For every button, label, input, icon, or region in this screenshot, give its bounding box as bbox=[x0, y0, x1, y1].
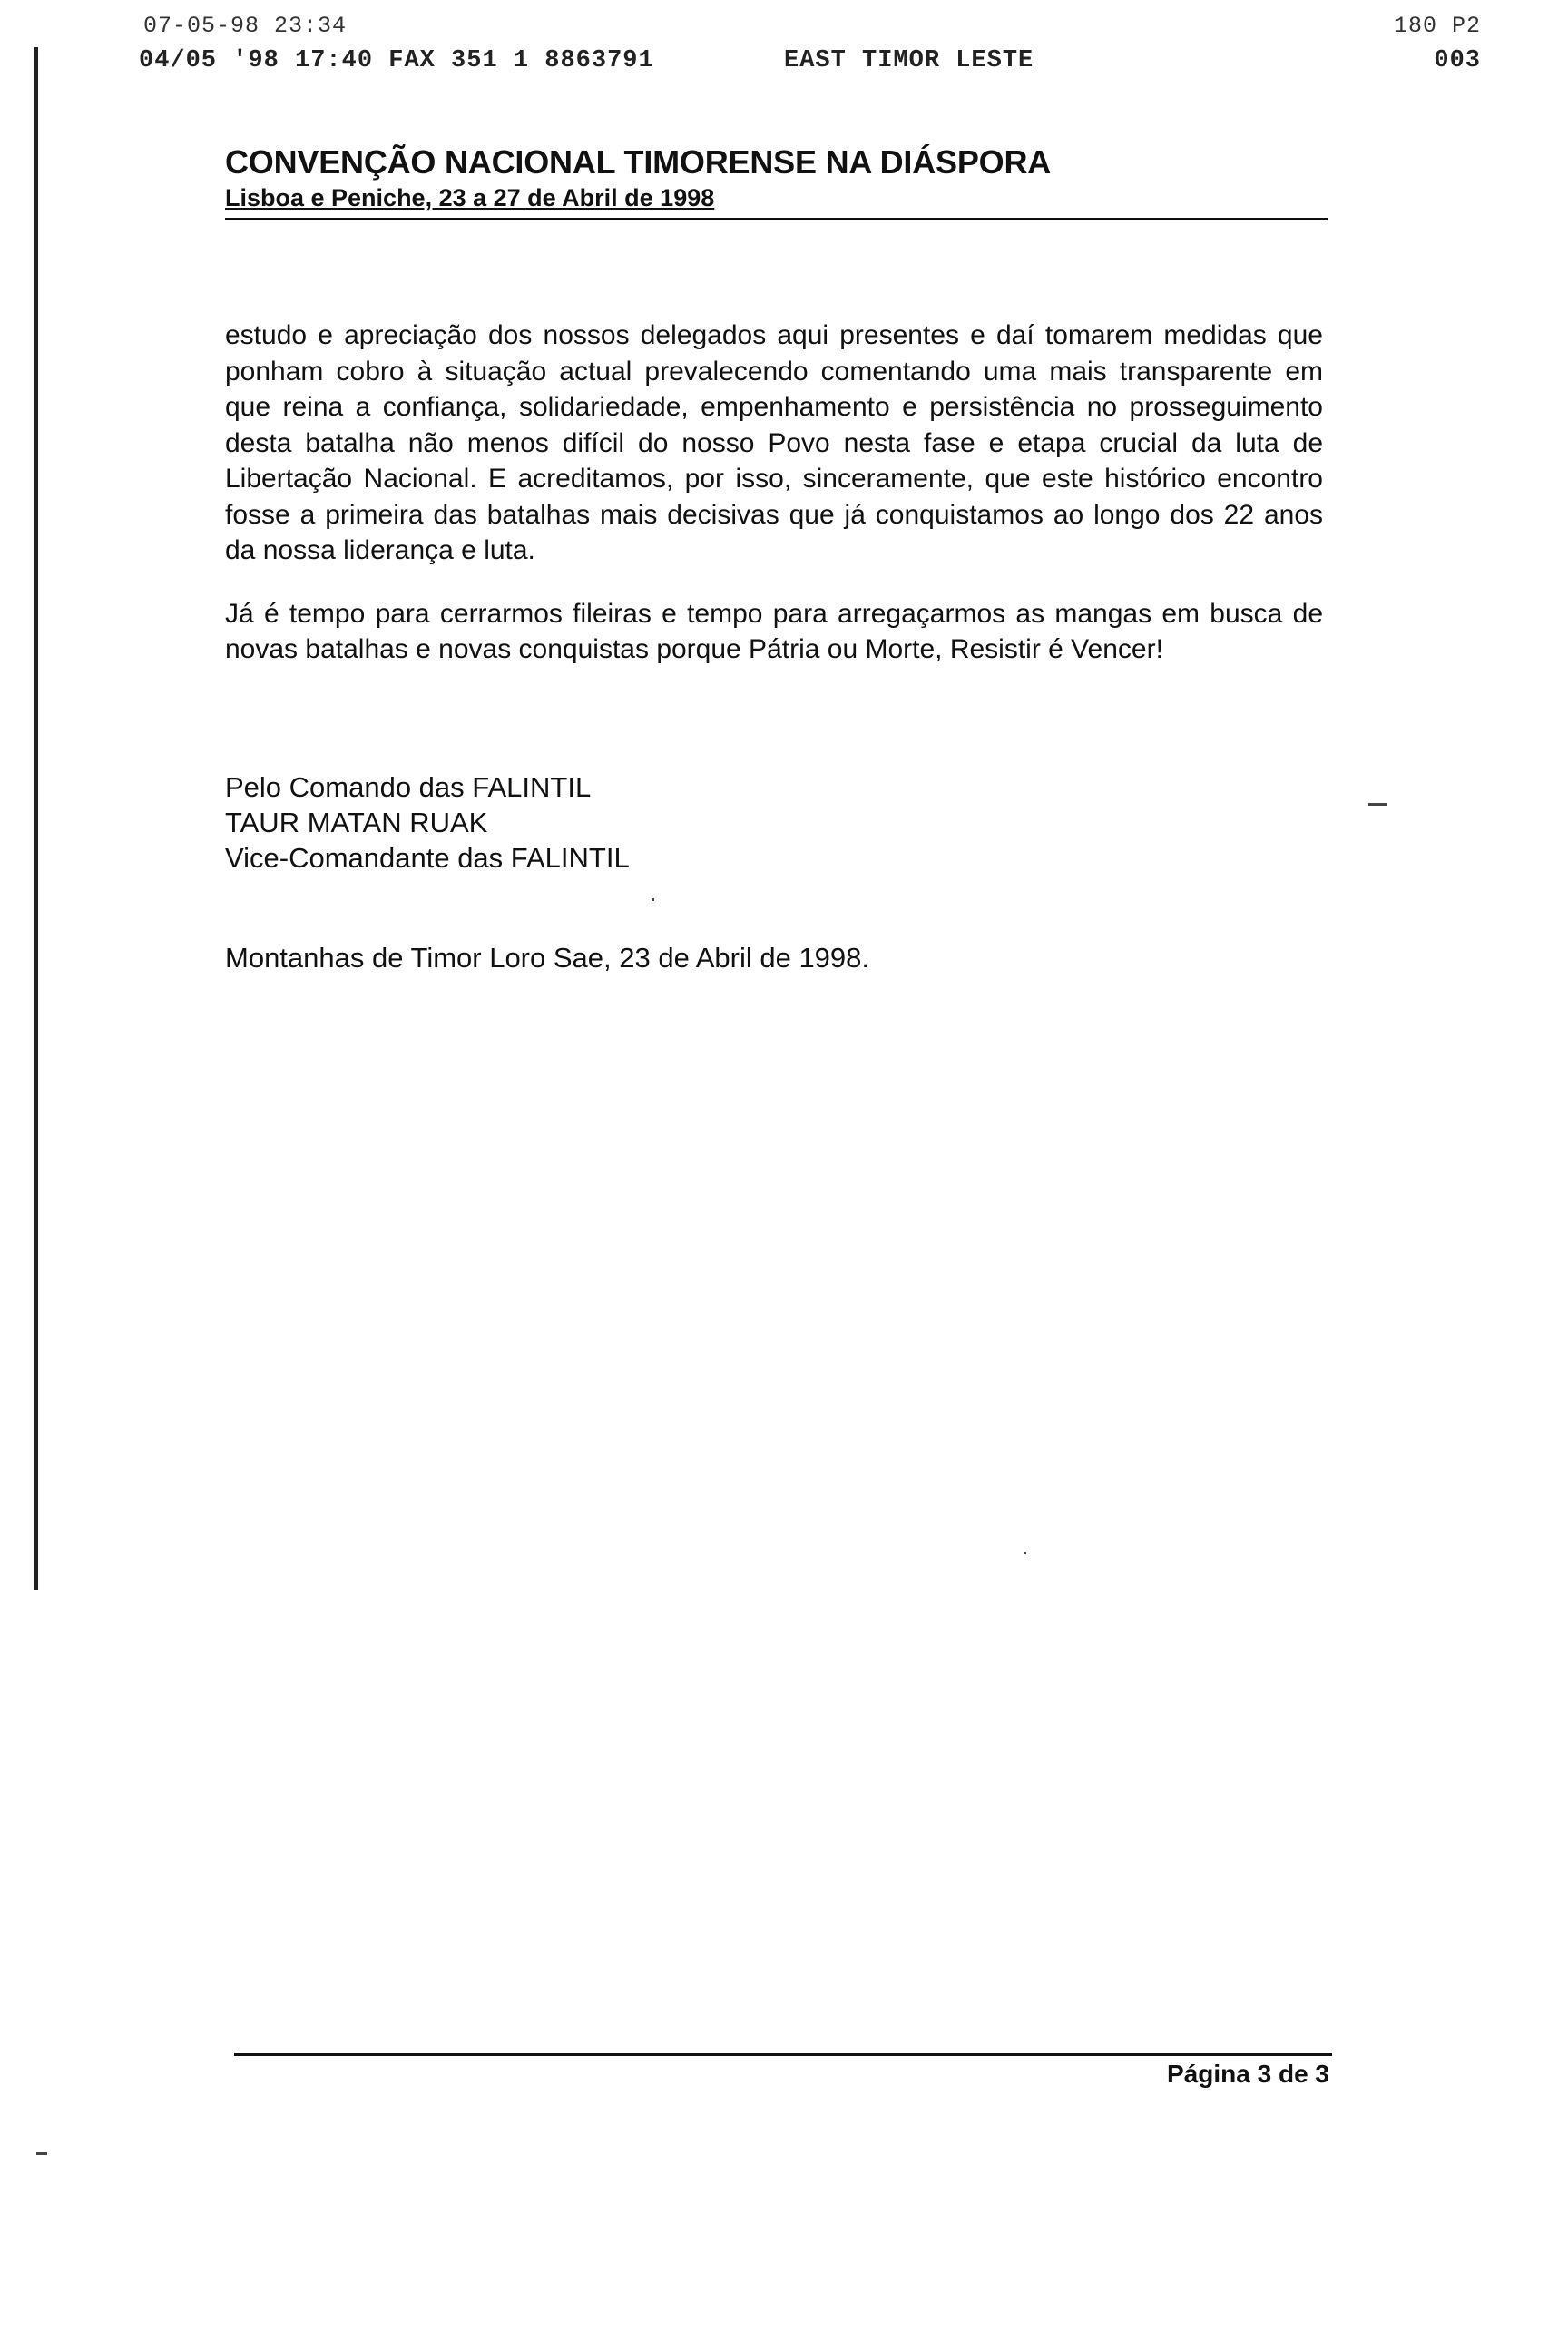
fax-sender-line: 04/05 '98 17:40 FAX 351 1 8863791 bbox=[139, 47, 654, 74]
fax-page-number: 003 bbox=[1434, 47, 1481, 74]
signature-block bbox=[225, 769, 630, 876]
closing-place-date: Montanhas de Timor Loro Sae, 23 de Abril de 1998. bbox=[225, 942, 870, 974]
signature-title: Vice-Comandante das FALINTIL bbox=[225, 842, 630, 874]
scan-noise-mark bbox=[36, 2152, 47, 2155]
letter-body bbox=[225, 318, 1323, 695]
scan-noise-dot bbox=[1024, 1552, 1026, 1554]
document-subtitle: Lisboa e Peniche, 23 a 27 de Abril de 1998 bbox=[225, 184, 715, 211]
fax-sender-name: EAST TIMOR LESTE bbox=[784, 47, 1034, 74]
document-title: CONVENÇÃO NACIONAL TIMORENSE NA DIÁSPORA bbox=[225, 143, 1052, 181]
page-number-label: Página 3 de 3 bbox=[1167, 2060, 1329, 2088]
scan-noise-dot bbox=[652, 898, 654, 901]
scan-noise-mark bbox=[1368, 803, 1387, 806]
header-divider bbox=[225, 218, 1328, 220]
signature-line-1: Pelo Comando das FALINTIL bbox=[225, 771, 592, 803]
fax-transmit-page-code: 180 P2 bbox=[1393, 13, 1481, 39]
body-paragraph-2: Já é tempo para cerrarmos fileiras e tempo para arregaçarmos as mangas em busca de novas batalhas e novas conquistas porque Pátria ou Morte, Resistir é Vencer! bbox=[225, 598, 1323, 664]
fax-left-edge-line bbox=[34, 47, 38, 1590]
footer-divider bbox=[234, 2053, 1332, 2056]
fax-transmit-timestamp: 07-05-98 23:34 bbox=[143, 13, 348, 39]
signature-name: TAUR MATAN RUAK bbox=[225, 807, 488, 838]
body-paragraph-1: estudo e apreciação dos nossos delegados aqui presentes e daí tomarem medidas que ponham cobro à situação actual prevalecendo comentando uma mais transparente em que reina a confiança, solidariedade, empenhamento e persistência no prosseguimento desta batalha não menos difícil do nosso Povo nesta fase e etapa crucial da luta de Libertação Nacional. E acreditamos, por isso, sinceramente, que este histórico encontro fosse a primeira das batalhas mais decisivas que já conquistamos ao longo dos 22 anos da nossa liderança e luta. bbox=[225, 320, 1323, 565]
